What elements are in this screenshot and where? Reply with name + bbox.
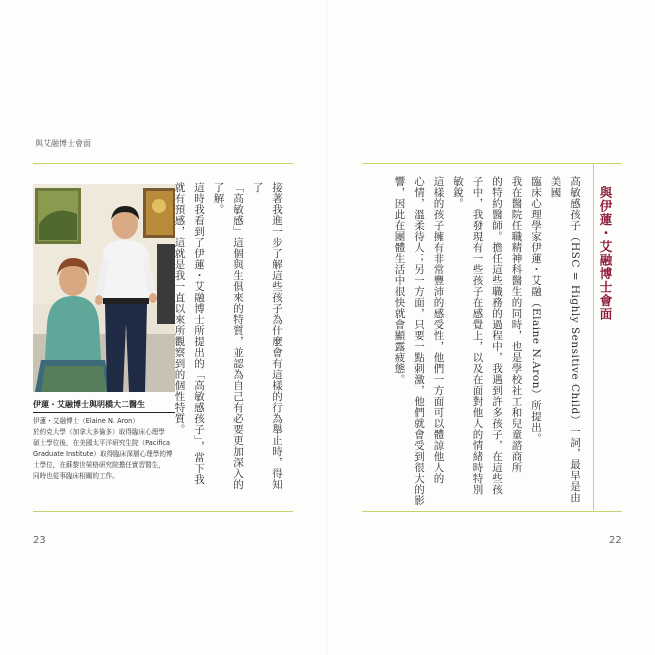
chapter-title: 與伊蓮・艾融博士會面 — [598, 186, 613, 321]
left-top-rule — [33, 163, 293, 164]
left-body-text: 接著我進一步了解這些孩子為什麼會有這樣的行為舉止時，得知了 「高敏感」這個與生俱來的特質，並認為自己有必要更加深入的了解。 這時我看到了伊蓮・艾融博士所提出的「高敏感孩子」，當下我 就有預感，這就是我一直以來所觀察到的個性特質。 — [173, 182, 283, 490]
right-body-text: 高敏感孩子（HSC = Highly Sensitive Child）一詞，最早是由美國 臨床心理學家伊蓮・艾融（Elaine N.Aron）所提出。 我在醫院任職精神科醫生的同時，也是學校社工和兒童諮商所 的特約醫師。擔任這些職務的過程中，我遇到許多孩子，在這些孩 子中，我發現有一些孩子在感覺上，以及在面對他人的情緒時特別 敏銳。 這樣的孩子擁有非常豐沛的感受性，他們一方面可以體諒他人的 心情，溫柔待人；另一方面，只要一點刺激，他們就會受到很大的影 響，因此在團體生活中很快就會顯露疲態。 — [393, 176, 581, 506]
caption-divider — [33, 412, 175, 413]
photo-caption-title: 伊蓮・艾融博士與明橋大二醫生 — [33, 400, 145, 409]
right-page-number: 22 — [609, 535, 622, 546]
right-top-rule — [362, 163, 622, 164]
left-bottom-rule — [33, 511, 293, 512]
right-bottom-rule — [362, 511, 622, 512]
photo-aron-and-akehashi — [33, 184, 175, 392]
photo-caption-body: 伊蓮・艾融博士（Elaine N. Aron） 於約克大學（加拿大多倫多）取得臨床心理學 碩士學位後，在美國太平洋研究生院（Pacifica Graduate Institute）取得臨床深層心理學的博 士學位，在蘇黎世榮格研究院擔任實習醫生， 同時也從事臨床相關的工作。 — [33, 417, 173, 480]
page-gutter — [326, 0, 328, 655]
left-page-number: 23 — [33, 535, 46, 546]
running-head: 與艾融博士會面 — [35, 139, 91, 148]
